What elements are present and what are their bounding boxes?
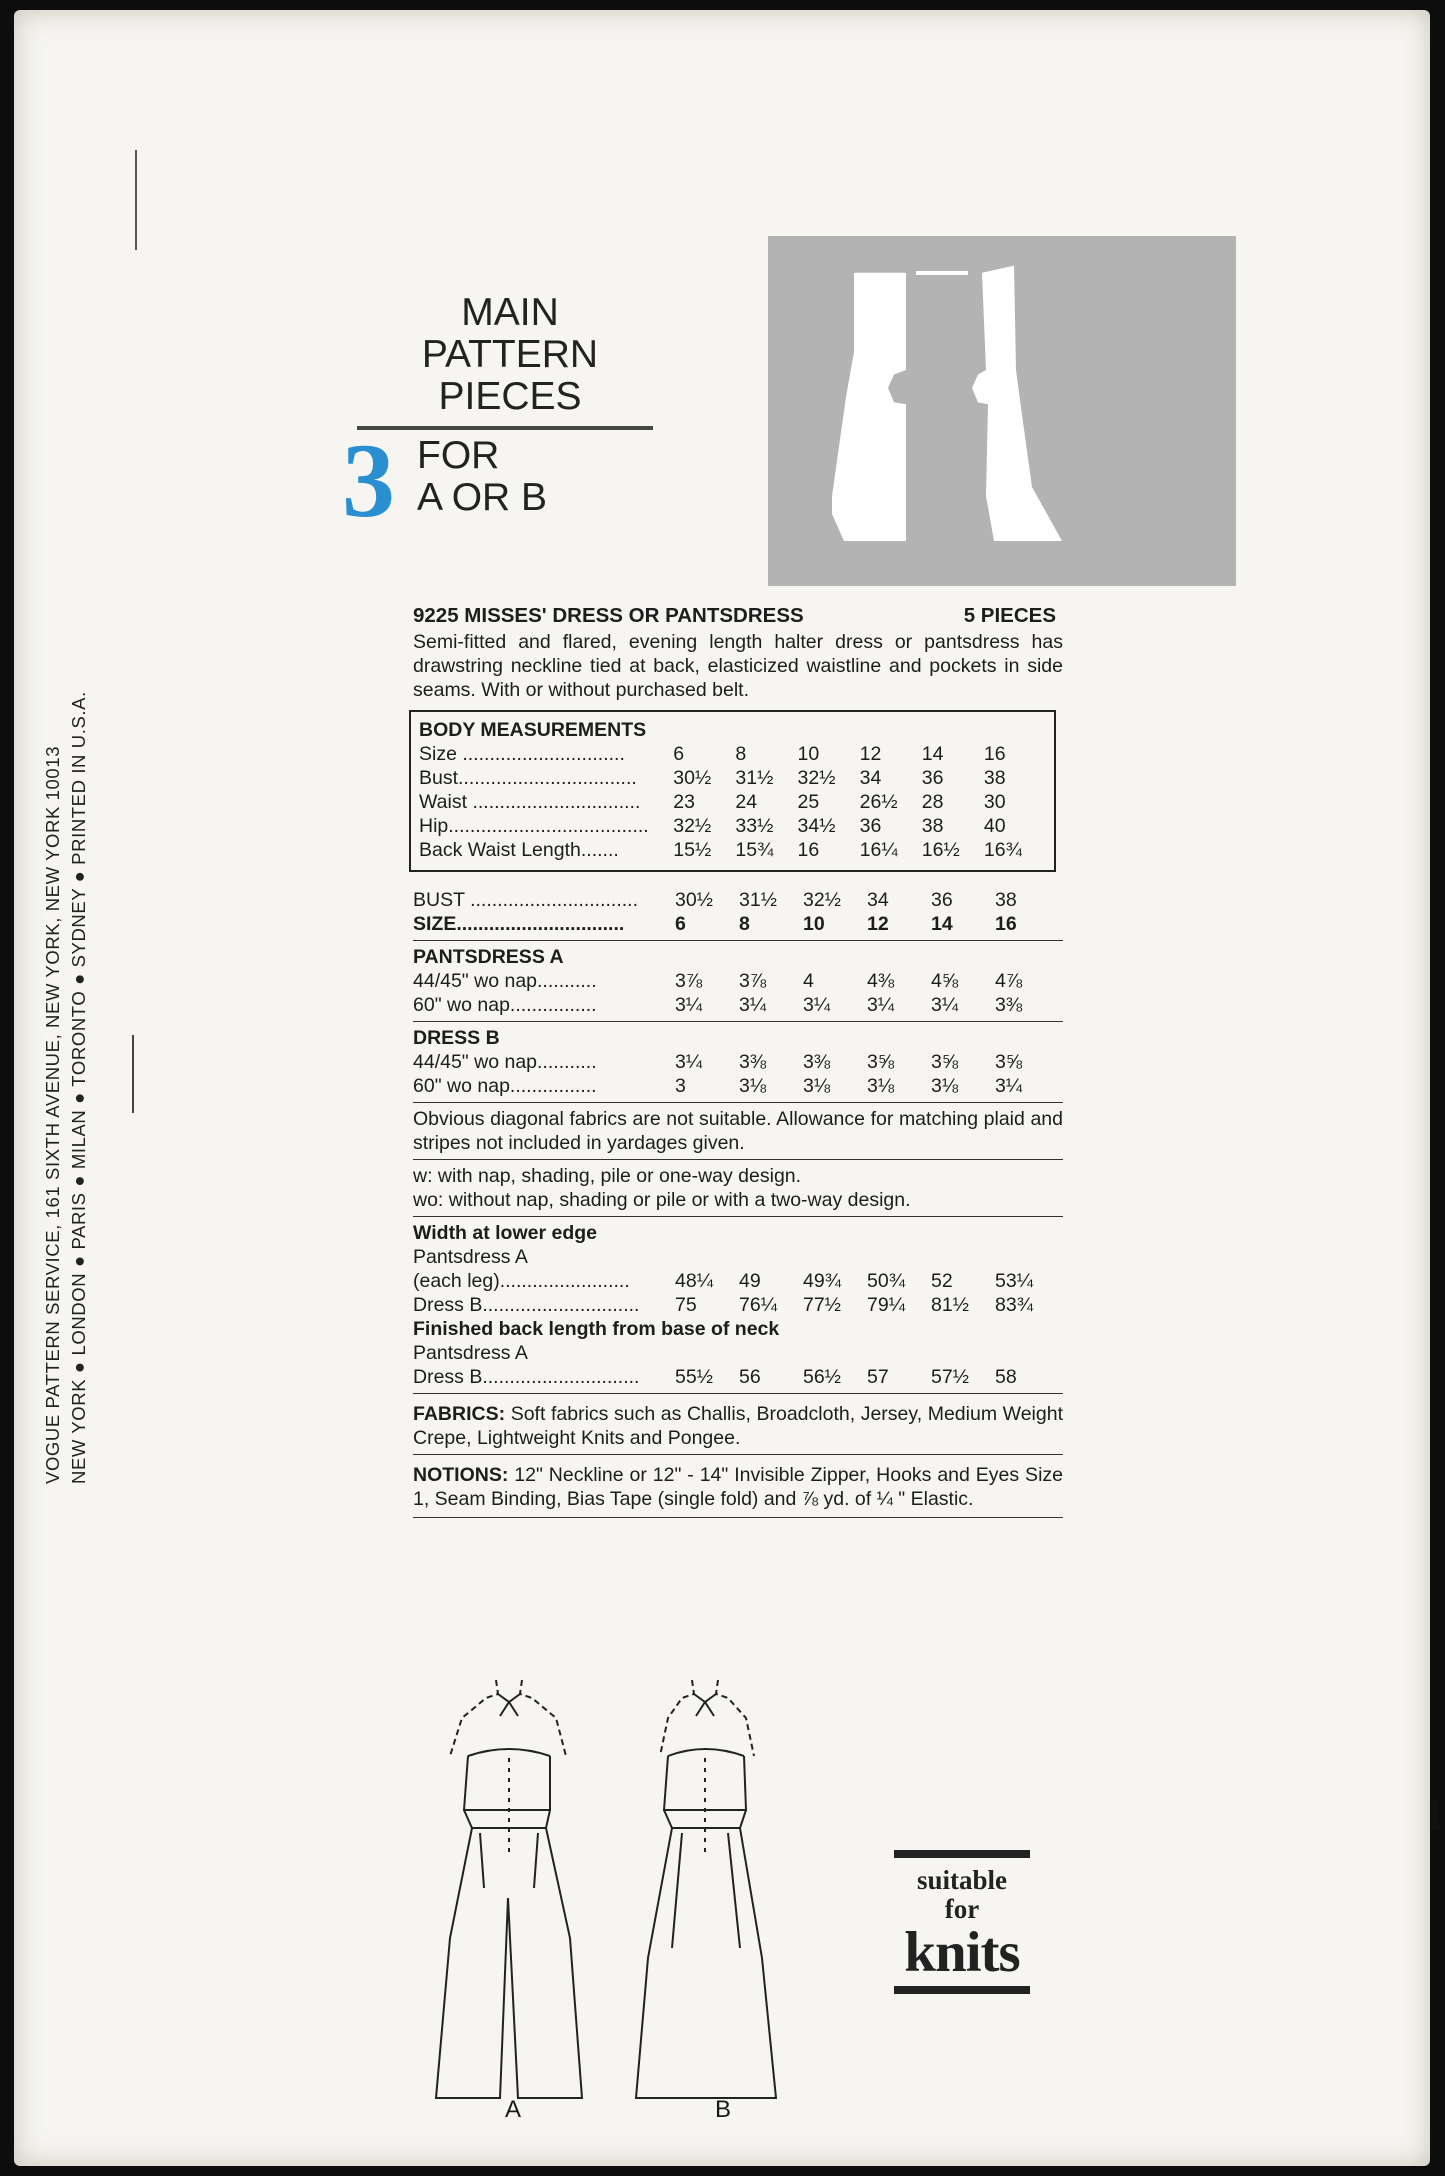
pattern-header bbox=[413, 604, 1063, 628]
bust-size-table bbox=[413, 884, 1063, 941]
small-piece bbox=[916, 271, 968, 275]
cell: 23 bbox=[673, 791, 695, 813]
view-a-waist bbox=[464, 1810, 550, 1828]
table-row bbox=[411, 814, 1046, 838]
cell: 34 bbox=[859, 767, 882, 789]
cell: 3¼ bbox=[867, 994, 895, 1016]
cell: 8 bbox=[739, 913, 750, 935]
cell: 56½ bbox=[803, 1366, 841, 1388]
row-label: Size .............................. bbox=[419, 743, 625, 765]
pattern-pieces-svg bbox=[768, 236, 1236, 586]
body-measurements-title: BODY MEASUREMENTS bbox=[419, 719, 647, 741]
cell: 3¼ bbox=[675, 994, 703, 1016]
heading-line: PATTERN bbox=[421, 333, 599, 376]
cell: 6 bbox=[675, 913, 686, 935]
main-pattern-pieces-heading bbox=[400, 292, 620, 418]
width-lower-edge-table bbox=[413, 1217, 1063, 1317]
row-label: (each leg)........................ bbox=[413, 1270, 630, 1292]
notions-section bbox=[413, 1455, 1063, 1518]
legend-wo: wo: without nap, shading or pile or with a two-way design. bbox=[413, 1189, 911, 1211]
cell: 34 bbox=[867, 889, 889, 911]
cell: 16 bbox=[995, 913, 1017, 935]
subsection-label: Pantsdress A bbox=[413, 1342, 528, 1364]
table-row bbox=[411, 742, 1046, 766]
cell: 6 bbox=[673, 743, 685, 765]
address-line: VOGUE PATTERN SERVICE, 161 SIXTH AVENUE, NEW YORK, NEW YORK 10013 bbox=[42, 745, 63, 1484]
fabrics-text: Soft fabrics such as Challis, Broadcloth, Jersey, Medium Weight Crepe, Lightweight Knits and Pongee. bbox=[413, 1403, 1063, 1449]
cell: 3⅛ bbox=[803, 1075, 831, 1097]
view-b-neck-strap bbox=[716, 1680, 754, 1756]
badge-bottom-bar bbox=[894, 1986, 1030, 1994]
cell: 3 bbox=[675, 1075, 686, 1097]
view-a-label: A bbox=[505, 2096, 522, 2123]
view-b-dress bbox=[636, 1680, 776, 2098]
badge-line-3: knits bbox=[904, 1921, 1020, 1984]
cell: 36 bbox=[921, 767, 944, 789]
table-row bbox=[413, 1074, 1063, 1098]
cell: 3⅜ bbox=[995, 994, 1023, 1016]
cell: 15½ bbox=[673, 839, 712, 861]
cell: 81½ bbox=[931, 1294, 969, 1316]
cell: 12 bbox=[867, 913, 889, 935]
cell: 40 bbox=[983, 815, 1006, 837]
cell: 3⅜ bbox=[803, 1051, 831, 1073]
section-title: PANTSDRESS A bbox=[413, 946, 564, 968]
cell: 57 bbox=[867, 1366, 889, 1388]
publisher-address bbox=[40, 691, 92, 1484]
finished-back-length-table bbox=[413, 1317, 1063, 1394]
row-label: Dress B............................. bbox=[413, 1294, 640, 1316]
badge-line-1: suitable bbox=[916, 1865, 1008, 1895]
cell: 34½ bbox=[797, 815, 836, 837]
cell: 4⅜ bbox=[867, 970, 895, 992]
view-a-bodice bbox=[464, 1756, 550, 1810]
row-label: SIZE............................... bbox=[413, 913, 625, 935]
cell: 31½ bbox=[739, 889, 777, 911]
heading-line: PIECES bbox=[438, 375, 582, 418]
subsection-label: Pantsdress A bbox=[413, 1246, 528, 1268]
pattern-details bbox=[413, 604, 1063, 1518]
section-title: DRESS B bbox=[413, 1027, 500, 1049]
cell: 33½ bbox=[735, 815, 774, 837]
table-row bbox=[411, 790, 1046, 814]
table-row bbox=[413, 888, 1063, 912]
pieces-count-label: 5 PIECES bbox=[963, 604, 1056, 627]
view-b-label: B bbox=[715, 2096, 732, 2123]
row-label: Dress B............................. bbox=[413, 1366, 640, 1388]
table-row bbox=[413, 1365, 1063, 1389]
view-b-neck-tie bbox=[694, 1694, 716, 1702]
cell: 3¼ bbox=[675, 1051, 703, 1073]
table-row bbox=[413, 1050, 1063, 1074]
cell: 52 bbox=[931, 1270, 953, 1292]
pattern-pieces-diagram bbox=[768, 236, 1236, 586]
row-label: Waist ............................... bbox=[419, 791, 641, 813]
cell: 48¼ bbox=[675, 1270, 713, 1292]
pieces-for-views bbox=[417, 435, 547, 519]
cell: 56 bbox=[739, 1366, 761, 1388]
table-row bbox=[413, 912, 1063, 936]
note-text: Obvious diagonal fabrics are not suitable. Allowance for matching plaid and stripes not included in yardages given. bbox=[413, 1108, 1063, 1154]
cell: 3⅞ bbox=[739, 970, 767, 992]
view-a-neckline bbox=[468, 1749, 550, 1756]
cell: 3⅝ bbox=[931, 1051, 959, 1073]
crease-mark bbox=[135, 150, 137, 250]
cell: 16¾ bbox=[983, 839, 1022, 861]
table-row bbox=[411, 838, 1046, 862]
cities-line: NEW YORK ● LONDON ● PARIS ● MILAN ● TORONTO ● SYDNEY ● PRINTED IN U.S.A. bbox=[68, 691, 89, 1484]
cell: 32½ bbox=[803, 889, 841, 911]
cell: 15¾ bbox=[735, 839, 774, 861]
cell: 49¾ bbox=[803, 1270, 841, 1292]
cell: 77½ bbox=[803, 1294, 841, 1316]
row-label: Back Waist Length....... bbox=[419, 839, 619, 861]
table-row bbox=[413, 993, 1063, 1017]
cell: 16½ bbox=[921, 839, 960, 861]
edge-mark bbox=[1431, 1800, 1439, 1830]
cell: 10 bbox=[803, 913, 825, 935]
view-b-neck-strap bbox=[660, 1680, 694, 1756]
cell: 3¼ bbox=[739, 994, 767, 1016]
fabrics-paragraph bbox=[413, 1402, 1063, 1450]
pattern-description: Semi-fitted and flared, evening length halter dress or pantsdress has drawstring neckline tied at back, elasticized waistline and pockets in side seams. With or without purchased belt. bbox=[413, 631, 1063, 701]
cell: 32½ bbox=[673, 815, 712, 837]
table-row bbox=[411, 766, 1046, 790]
cell: 16 bbox=[983, 743, 1006, 765]
front-piece bbox=[832, 273, 906, 541]
view-b-neckline bbox=[668, 1749, 744, 1756]
garment-sketch-svg bbox=[410, 1658, 810, 2148]
fabrics-section bbox=[413, 1394, 1063, 1455]
cell: 26½ bbox=[859, 791, 898, 813]
table-row bbox=[413, 1269, 1063, 1293]
table-row bbox=[413, 1293, 1063, 1317]
cell: 38 bbox=[995, 889, 1017, 911]
crease-mark bbox=[132, 1035, 134, 1113]
view-a-neck-strap bbox=[450, 1680, 498, 1756]
cell: 30½ bbox=[673, 767, 712, 789]
row-label: 44/45" wo nap........... bbox=[413, 970, 597, 992]
heading-line: MAIN bbox=[461, 291, 559, 334]
view-b-skirt bbox=[636, 1828, 776, 2098]
legend-w: w: with nap, shading, pile or one-way design. bbox=[413, 1165, 802, 1187]
suitable-for-knits-badge bbox=[892, 1850, 1032, 1994]
cell: 3¼ bbox=[931, 994, 959, 1016]
cell: 28 bbox=[921, 791, 944, 813]
view-a-neck-strap bbox=[520, 1680, 566, 1756]
cell: 14 bbox=[931, 913, 953, 935]
cell: 3¼ bbox=[995, 1075, 1023, 1097]
garment-illustration bbox=[410, 1658, 810, 2148]
section-title: Finished back length from base of neck bbox=[413, 1318, 780, 1340]
pattern-title: 9225 MISSES' DRESS OR PANTSDRESS bbox=[413, 604, 804, 627]
cell: 36 bbox=[931, 889, 953, 911]
cell: 57½ bbox=[931, 1366, 969, 1388]
view-a-tie-ends bbox=[500, 1702, 518, 1716]
view-a-pantsdress bbox=[436, 1680, 582, 2098]
pieces-count: 3 bbox=[342, 422, 395, 539]
cell: 38 bbox=[921, 815, 944, 837]
cell: 16 bbox=[797, 839, 820, 861]
cell: 25 bbox=[797, 791, 820, 813]
cell: 38 bbox=[983, 767, 1006, 789]
cell: 3⅛ bbox=[931, 1075, 959, 1097]
cell: 3⅛ bbox=[739, 1075, 767, 1097]
cell: 12 bbox=[859, 743, 882, 765]
cell: 30 bbox=[983, 791, 1006, 813]
table-row bbox=[413, 969, 1063, 993]
cell: 3¼ bbox=[803, 994, 831, 1016]
cell: 4⅝ bbox=[931, 970, 959, 992]
cell: 55½ bbox=[675, 1366, 713, 1388]
for-label: FOR bbox=[417, 434, 500, 477]
cell: 3⅛ bbox=[867, 1075, 895, 1097]
cell: 3⅞ bbox=[675, 970, 703, 992]
notions-label: NOTIONS: bbox=[413, 1464, 509, 1486]
cell: 4⅞ bbox=[995, 970, 1023, 992]
cell: 75 bbox=[675, 1294, 697, 1316]
view-a-neck-tie bbox=[498, 1694, 520, 1702]
views-label: A OR B bbox=[417, 476, 548, 519]
badge-top-bar bbox=[894, 1850, 1030, 1858]
cell: 24 bbox=[735, 791, 758, 813]
cell: 49 bbox=[739, 1270, 761, 1292]
cell: 32½ bbox=[797, 767, 836, 789]
heading-rule bbox=[357, 426, 653, 430]
body-measurements-table bbox=[409, 710, 1056, 872]
section-title: Width at lower edge bbox=[413, 1222, 598, 1244]
cell: 76¼ bbox=[739, 1294, 777, 1316]
diagonal-note bbox=[413, 1103, 1063, 1160]
dress-b-yardage bbox=[413, 1022, 1063, 1103]
cell: 79¼ bbox=[867, 1294, 905, 1316]
cell: 4 bbox=[803, 970, 814, 992]
cell: 14 bbox=[921, 743, 944, 765]
row-label: Bust................................. bbox=[419, 767, 637, 789]
row-label: BUST ............................... bbox=[413, 889, 639, 911]
cell: 53¼ bbox=[995, 1270, 1033, 1292]
row-label: 60" wo nap................ bbox=[413, 1075, 597, 1097]
cell: 3⅝ bbox=[995, 1051, 1023, 1073]
nap-legend bbox=[413, 1160, 1063, 1217]
back-piece bbox=[972, 266, 1062, 541]
row-label: 44/45" wo nap........... bbox=[413, 1051, 597, 1073]
row-label: 60" wo nap................ bbox=[413, 994, 597, 1016]
cell: 36 bbox=[859, 815, 882, 837]
cell: 16¼ bbox=[859, 839, 898, 861]
pantsdress-a-yardage bbox=[413, 941, 1063, 1022]
cell: 30½ bbox=[675, 889, 713, 911]
fabrics-label: FABRICS: bbox=[413, 1403, 506, 1425]
cell: 58 bbox=[995, 1366, 1017, 1388]
row-label: Hip..................................... bbox=[419, 815, 649, 837]
cell: 31½ bbox=[735, 767, 774, 789]
notions-paragraph bbox=[413, 1463, 1063, 1511]
cell: 10 bbox=[797, 743, 820, 765]
cell: 3⅝ bbox=[867, 1051, 895, 1073]
notions-text: 12" Neckline or 12" - 14" Invisible Zipper, Hooks and Eyes Size 1, Seam Binding, Bias Tape (single fold) and ⅞ yd. of ¼ " Elastic. bbox=[413, 1464, 1063, 1510]
view-b-tie-ends bbox=[696, 1702, 714, 1716]
badge-line-2: for bbox=[944, 1894, 980, 1924]
cell: 50¾ bbox=[867, 1270, 905, 1292]
cell: 3⅜ bbox=[739, 1051, 767, 1073]
view-a-legs bbox=[436, 1828, 582, 2098]
cell: 8 bbox=[735, 743, 747, 765]
cell: 83¾ bbox=[995, 1294, 1033, 1316]
